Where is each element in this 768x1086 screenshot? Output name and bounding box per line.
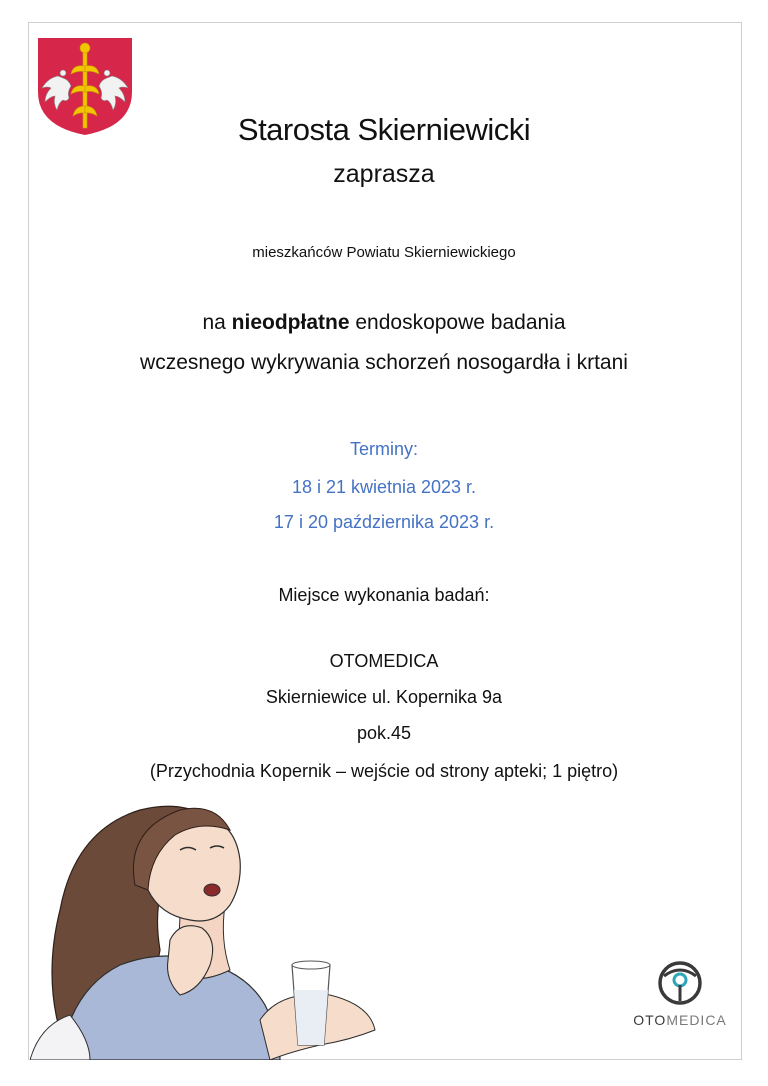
invite-line-1-suffix: endoskopowe badania [349,311,566,334]
term-date-2: 17 i 20 października 2023 r. [273,512,495,532]
residents-text: mieszkańców Powiatu Skierniewickiego [252,244,516,261]
location-name: OTOMEDICA [329,651,439,671]
location-room: pok.45 [356,723,412,743]
location-heading: Miejsce wykonania badań: [278,585,490,605]
invite-line-1-prefix: na [202,311,232,334]
logo-text-part2: MEDICA [666,1012,727,1028]
otomedica-logo-icon [650,958,710,1008]
invite-line-1 [0,311,768,335]
otomedica-logo-text [630,1012,730,1028]
terms-heading: Terminy: [349,439,418,459]
term-date-1: 18 i 21 kwietnia 2023 r. [291,477,477,497]
invite-line-2: wczesnego wykrywania schorzeń nosogardła i krtani [140,351,628,374]
page-subtitle: zaprasza [333,160,435,188]
logo-text-part1: OTO [633,1012,667,1028]
woman-throat-illustration [30,790,380,1060]
invite-line-1-bold: nieodpłatne [231,311,350,334]
location-note: (Przychodnia Kopernik – wejście od strony apteki; 1 piętro) [149,761,619,781]
location-address: Skierniewice ul. Kopernika 9a [265,687,503,707]
page-title: Starosta Skierniewicki [237,112,531,147]
